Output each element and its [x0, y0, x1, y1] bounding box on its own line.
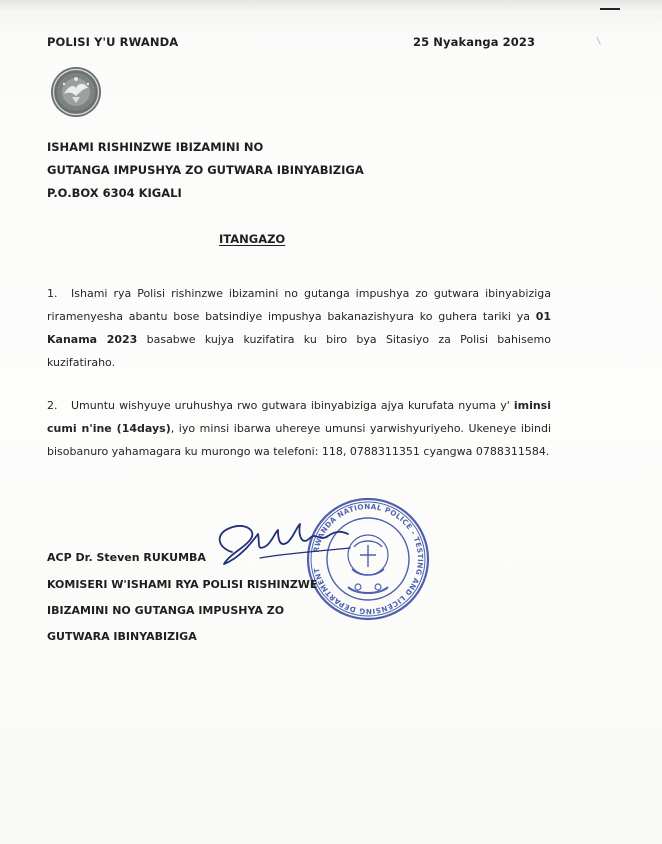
paragraph-1-number: 1. — [47, 287, 58, 300]
paragraph-2 — [47, 394, 551, 463]
org-name: POLISI Y'U RWANDA — [47, 35, 179, 49]
paragraph-2-duration: iminsi cumi n'ine (14days) — [47, 399, 551, 435]
paragraph-2-text-b: , iyo minsi ibarwa uhereye umunsi yarwishyuriyeho. Ukeneye ibindi bisobanuro yahamagara ku murongo wa telefoni: 118, 0788311351 cyangwa 0788311584. — [47, 422, 551, 458]
paragraph-1-date: 01 Kanama 2023 — [47, 310, 551, 346]
signatory-name: ACP Dr. Steven RUKUMBA — [47, 551, 206, 564]
signatory-title-line1: KOMISERI W'ISHAMI RYA POLISI RISHINZWE — [47, 578, 318, 591]
scan-top-edge — [0, 0, 662, 10]
letter-date: 25 Nyakanga 2023 — [413, 35, 536, 49]
stamp-ring-text: RWANDA NATIONAL POLICE - TESTING AND LICENSING DEPARTMENT — [311, 501, 426, 617]
paragraph-2-number: 2. — [47, 399, 58, 412]
signatory-title-line2: IBIZAMINI NO GUTANGA IMPUSHYA ZO — [47, 604, 285, 617]
paragraph-1-text-a: Ishami rya Polisi rishinzwe ibizamini no gutanga impushya zo gutwara ibinyabiziga riramenyesha abantu bose batsindiye impushya bakanazishyura ko guhera tariki ya — [47, 287, 551, 323]
paragraph-1 — [47, 282, 551, 374]
signatory-title-line3: GUTWARA IBINYABIZIGA — [47, 630, 197, 643]
scan-corner-mark — [600, 8, 620, 10]
signature-icon — [200, 512, 360, 578]
po-box: P.O.BOX 6304 KIGALI — [47, 186, 182, 200]
department-name-line2: GUTANGA IMPUSHYA ZO GUTWARA IBINYABIZIGA — [47, 163, 364, 177]
paragraph-2-text-a: Umuntu wishyuye uruhushya rwo gutwara ibinyabiziga ajya kurufata nyuma y' — [71, 399, 514, 412]
notice-title: ITANGAZO — [219, 232, 286, 246]
department-name-line1: ISHAMI RISHINZWE IBIZAMINI NO — [47, 140, 264, 154]
police-emblem-icon — [50, 66, 102, 118]
paragraph-1-text-b: basabwe kujya kuzifatira ku biro bya Sitasiyo za Polisi bahisemo kuzifatiraho. — [47, 333, 552, 369]
